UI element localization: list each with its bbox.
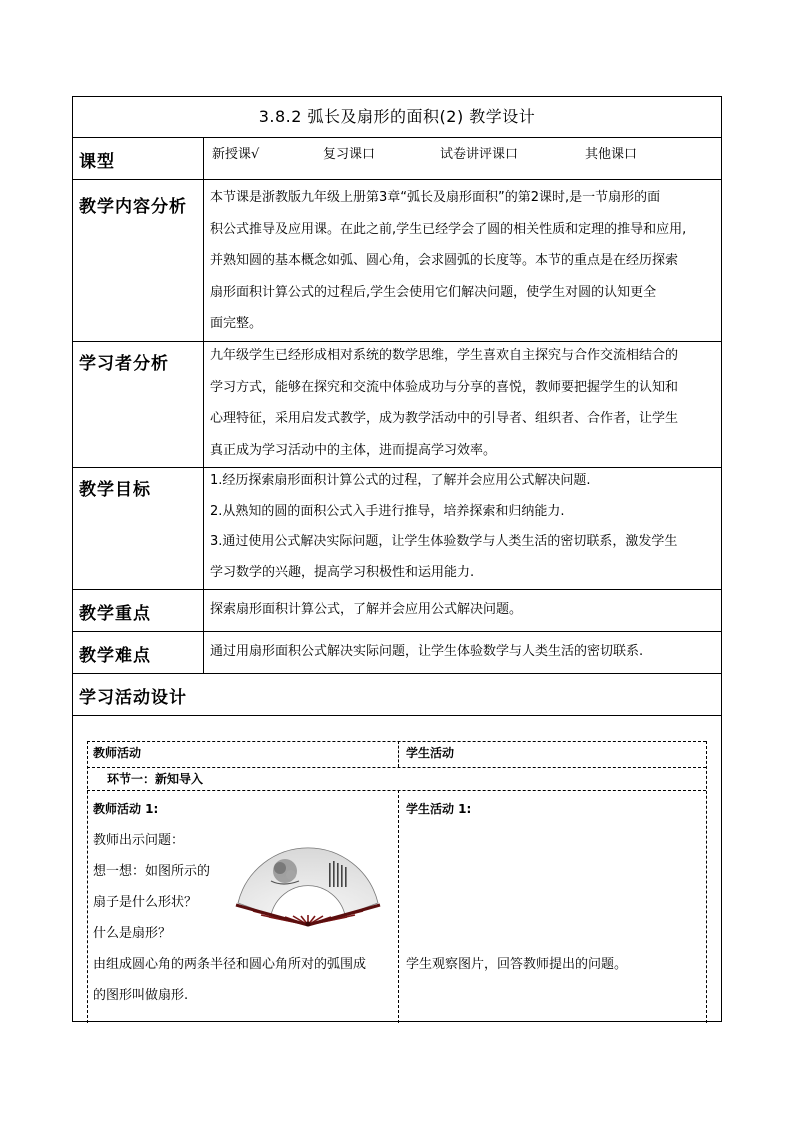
text-line: 积公式推导及应用课。在此之前,学生已经学会了圆的相关性质和定理的推导和应用, [210, 221, 687, 237]
learner-analysis-label: 学习者分析 [79, 354, 169, 374]
teacher-activity-title: 教师活动 1: [93, 802, 159, 816]
teacher-line: 教师出示问题： [93, 833, 185, 848]
dashed-border [87, 767, 706, 768]
text-line: 2.从熟知的圆的面积公式入手进行推导，培养探索和归纳能力. [210, 503, 565, 519]
content-analysis-text [210, 182, 718, 340]
difficulty-label: 教学难点 [79, 646, 151, 666]
lesson-type-options [73, 143, 723, 167]
row-divider [73, 137, 721, 138]
dashed-border [398, 790, 399, 1023]
row-divider [73, 673, 721, 674]
text-line: 学习方式，能够在探究和交流中体验成功与分享的喜悦，教师要把握学生的认知和 [210, 379, 679, 395]
teacher-activity-header: 教师活动 [93, 746, 142, 760]
student-activity-header: 学生活动 [406, 746, 455, 760]
content-analysis-label: 教学内容分析 [79, 197, 187, 217]
student-activity-title: 学生活动 1: [406, 802, 472, 816]
teacher-line: 想一想：如图所示的 [93, 864, 211, 879]
dashed-border [398, 741, 399, 767]
lesson-type-option: 其他课口 [585, 147, 638, 162]
key-point-text: 探索扇形面积计算公式，了解并会应用公式解决问题。 [210, 602, 523, 617]
key-point-label: 教学重点 [79, 604, 151, 624]
row-divider [73, 589, 721, 590]
page-title: 3.8.2 弧长及扇形的面积(2) 教学设计 [258, 107, 536, 126]
text-line: 心理特征，采用启发式教学，成为教学活动中的引导者、组织者、合作者，让学生 [210, 411, 679, 426]
objectives-text [210, 466, 718, 588]
text-line: 扇形面积计算公式的过程后,学生会使用它们解决问题，使学生对圆的认知更全 [210, 284, 657, 300]
folding-fan-image [233, 845, 383, 927]
text-line: 1.经历探索扇形面积计算公式的过程，了解并会应用公式解决问题. [210, 473, 591, 488]
dashed-border [87, 790, 706, 791]
student-response: 学生观察图片，回答教师提出的问题。 [406, 957, 628, 972]
section-title: 环节一：新知导入 [107, 772, 204, 786]
dashed-border [87, 741, 88, 1023]
objectives-label: 教学目标 [79, 480, 151, 500]
teacher-line: 由组成圆心角的两条半径和圆心角所对的弧围成 [93, 957, 367, 972]
lesson-type-option: 复习课口 [323, 147, 376, 162]
column-divider [203, 137, 204, 673]
teacher-line: 扇子是什么形状？ [93, 895, 198, 910]
teacher-line: 什么是扇形？ [93, 926, 172, 941]
teacher-line: 的图形叫做扇形. [93, 988, 189, 1003]
text-line: 本节课是浙教版九年级上册第3章“弧长及扇形面积”的第2课时,是一节扇形的面 [210, 190, 661, 205]
text-line: 九年级学生已经形成相对系统的数学思维，学生喜欢自主探究与合作交流相结合的 [210, 348, 679, 363]
activity-design-label: 学习活动设计 [79, 688, 187, 708]
dashed-border [87, 741, 706, 742]
difficulty-text: 通过用扇形面积公式解决实际问题，让学生体验数学与人类生活的密切联系. [210, 644, 644, 659]
lesson-type-option: 试卷讲评课口 [440, 147, 519, 162]
row-divider [73, 715, 721, 716]
dashed-border [706, 741, 707, 1023]
lesson-type-option: 新授课√ [212, 147, 260, 162]
text-line: 真正成为学习活动中的主体，进而提高学习效率。 [210, 442, 497, 458]
text-line: 3.通过使用公式解决实际问题，让学生体验数学与人类生活的密切联系，激发学生 [210, 534, 678, 549]
learner-analysis-text [210, 340, 718, 466]
row-divider [73, 179, 721, 180]
text-line: 并熟知圆的基本概念如弧、圆心角，会求圆弧的长度等。本节的重点是在经历探索 [210, 253, 679, 268]
text-line: 学习数学的兴趣，提高学习积极性和运用能力. [210, 564, 475, 580]
lesson-type-label: 课型 [79, 152, 115, 172]
lesson-plan-table [72, 96, 722, 1022]
row-divider [73, 631, 721, 632]
text-line: 面完整。 [210, 316, 263, 331]
